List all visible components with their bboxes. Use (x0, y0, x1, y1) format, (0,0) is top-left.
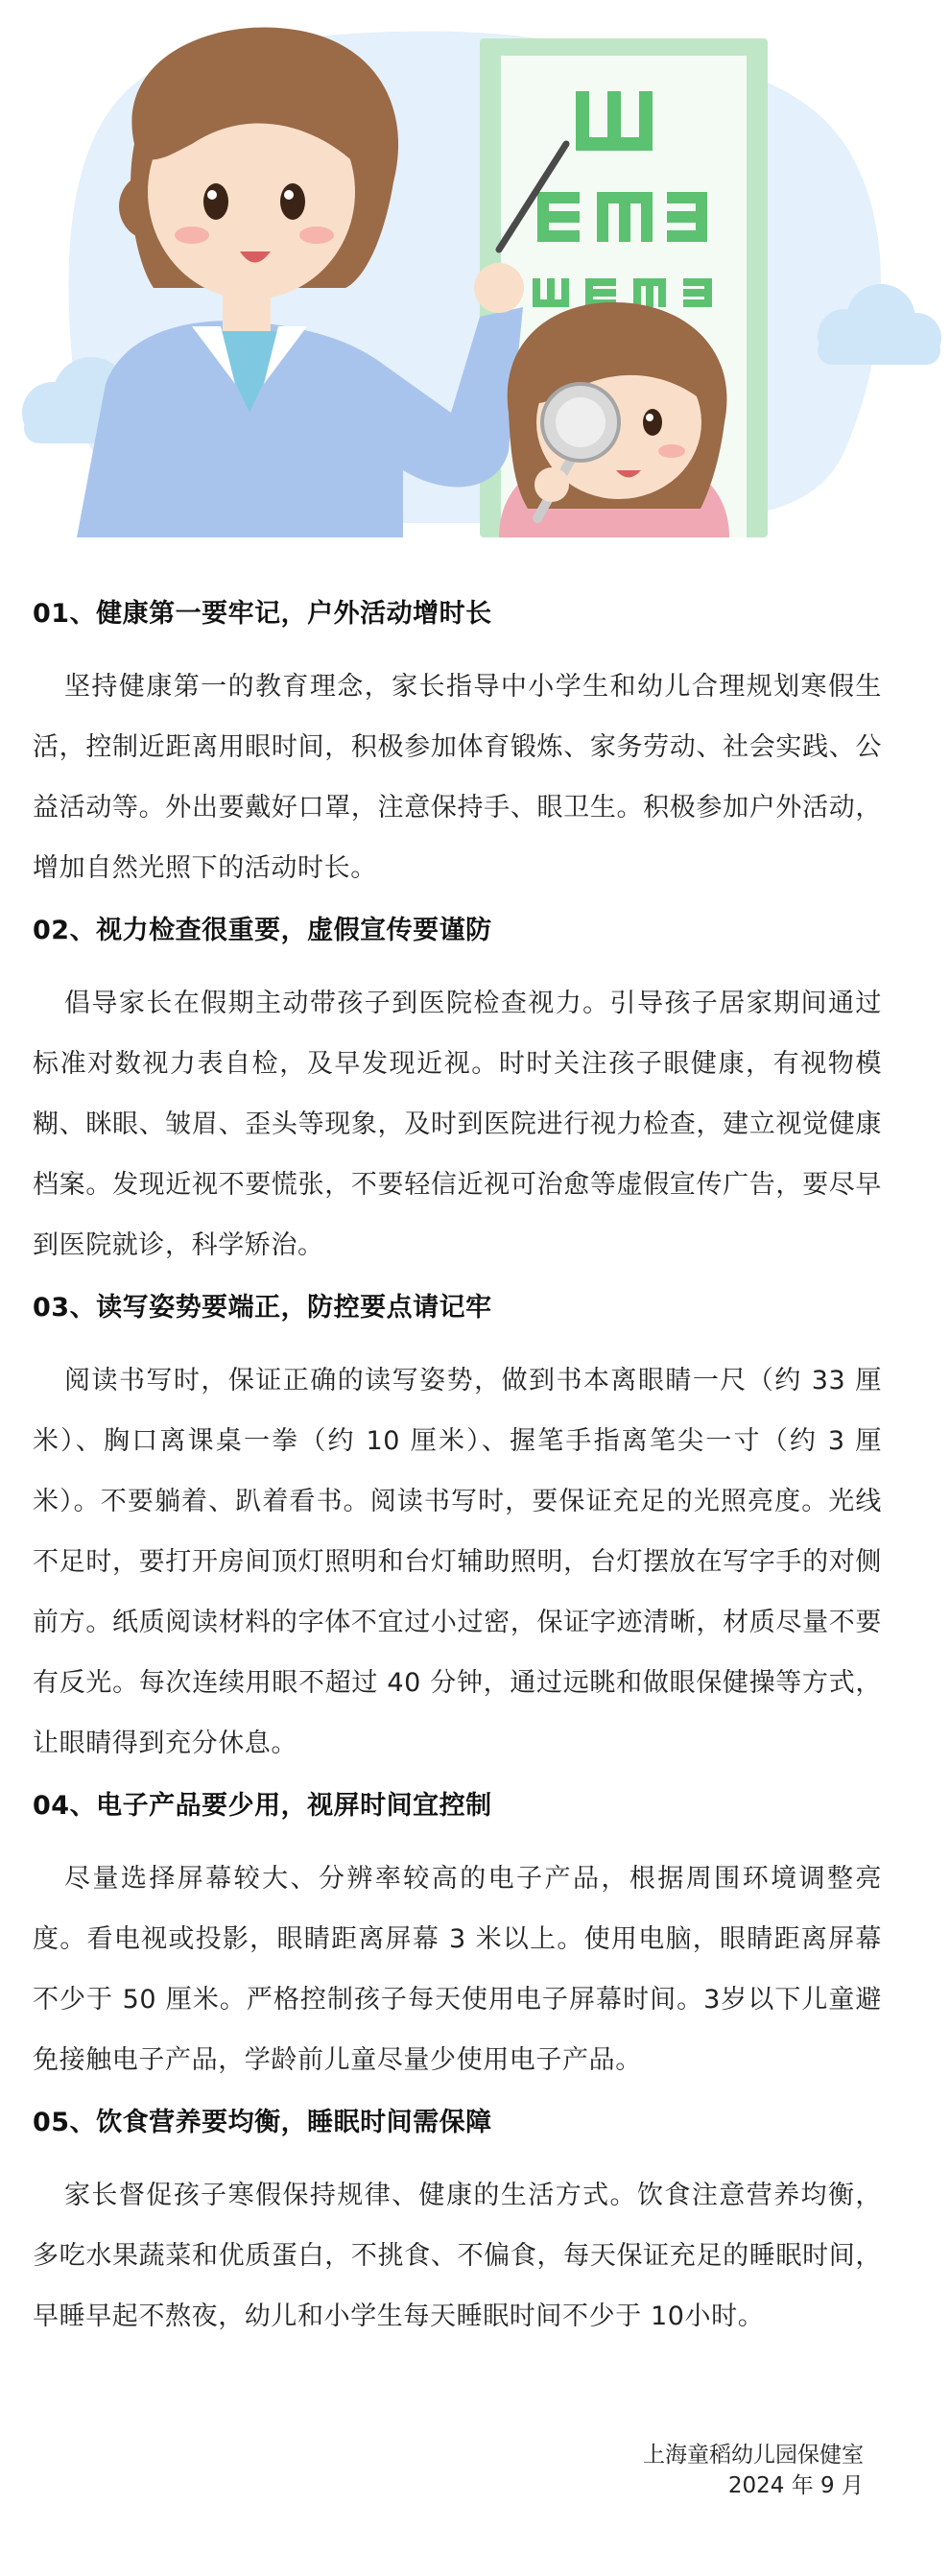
section-title: 01、健康第一要牢记，户外活动增时长 (33, 599, 492, 629)
section-body: 倡导家长在假期主动带孩子到医院检查视力。引导孩子居家期间通过标准对数视力表自检，及早发现近视。时时关注孩子眼健康，有视物模糊、眯眼、皱眉、歪头等现象，及时到医院进行视力检查，建立视觉健康档案。发现近视不要慌张，不要轻信近视可治愈等虚假宣传广告，要尽早到医院就诊，科学矫治。 (33, 989, 882, 1260)
section-title: 03、读写姿势要端正，防控要点请记牢 (33, 1293, 492, 1323)
hero-illustration (0, 0, 950, 537)
section-body: 坚持健康第一的教育理念，家长指导中小学生和幼儿合理规划寒假生活，控制近距离用眼时间，积极参加体育锻炼、家务劳动、社会实践、公益活动等。外出要戴好口罩，注意保持手、眼卫生。积极参加户外活动，增加自然光照下的活动时长。 (33, 672, 882, 883)
child-figure (499, 302, 729, 537)
section-title: 02、视力检查很重要，虚假宣传要谨防 (33, 916, 492, 945)
section-body: 阅读书写时，保证正确的读写姿势，做到书本离眼睛一尺（约 33 厘米）、胸口离课桌一拳（约 10 厘米）、握笔手指离笔尖一寸（约 3 厘米）。不要躺着、趴着看书。阅读书写时，要保证充足的光照亮度。光线不足时，要打开房间顶灯照明和台灯辅助照明，台灯摆放在写字手的对侧前方。纸质阅读材料的字体不宜过小过密，保证字迹清晰，材质尽量不要有反光。每次连续用眼不超过 40 分钟，通过远眺和做眼保健操等方式，让眼睛得到充分休息。 (33, 1366, 882, 1758)
publish-date: 2024 年 9 月 (727, 2473, 864, 2498)
section-2 (33, 910, 882, 1276)
article (33, 593, 882, 2358)
signature-block (643, 2440, 864, 2501)
section-title: 05、饮食营养要均衡，睡眠时间需保障 (33, 2108, 492, 2137)
section-body: 尽量选择屏幕较大、分辨率较高的电子产品，根据周围环境调整亮度。看电视或投影，眼睛距离屏幕 3 米以上。使用电脑，眼睛距离屏幕不少于 50 厘米。严格控制孩子每天使用电子屏幕时间。3岁以下儿童避免接触电子产品，学龄前儿童尽量少使用电子产品。 (33, 1864, 882, 2075)
section-4 (33, 1785, 882, 2090)
organization-name: 上海童稻幼儿园保健室 (643, 2443, 864, 2468)
section-body: 家长督促孩子寒假保持规律、健康的生活方式。饮食注意营养均衡，多吃水果蔬菜和优质蛋白，不挑食、不偏食，每天保证充足的睡眠时间，早睡早起不熬夜，幼儿和小学生每天睡眠时间不少于 10小时。 (33, 2181, 882, 2331)
section-5 (33, 2102, 882, 2347)
doctor-eye-exam-illustration (0, 0, 950, 537)
section-title: 04、电子产品要少用，视屏时间宜控制 (33, 1791, 492, 1821)
section-1 (33, 593, 882, 898)
section-3 (33, 1287, 882, 1774)
